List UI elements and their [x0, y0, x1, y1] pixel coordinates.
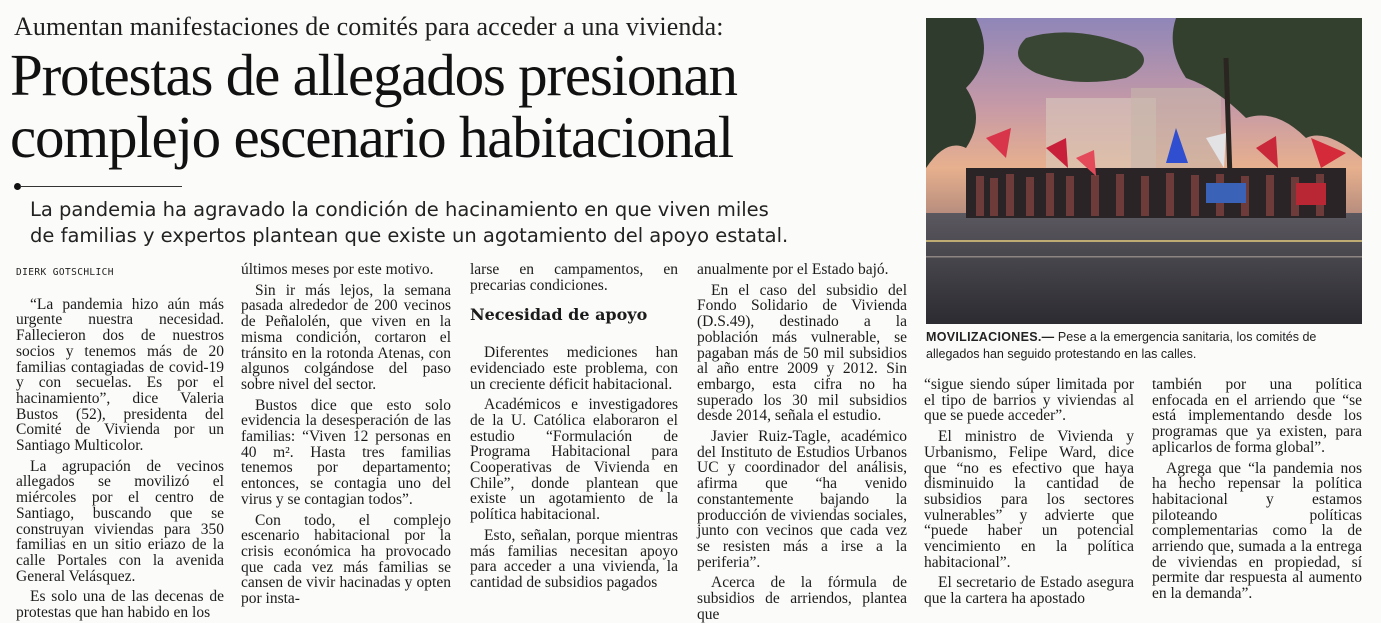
- paragraph: anualmente por el Estado bajó.: [697, 261, 889, 278]
- caption-lead: MOVILIZACIONES.—: [926, 330, 1055, 344]
- subhead: Necesidad de apoyo: [470, 305, 648, 325]
- paragraph: El ministro de Vivienda y Urbanismo, Felipe Ward, dice que “no es efectivo que haya disminuido la cantidad de subsidios para los sectores vulnerables” y advierte que “puede haber un potencial vencimiento en la política habitacional”.: [924, 428, 1134, 571]
- paragraph: “La pandemia hizo aún más urgente nuestra necesidad. Fallecieron dos de nuestros socios y tenemos más de 20 familias contagiadas de covid-19 y con secuelas. Es por el hacinamiento”, dice Valeria Bustos (52), presidenta del Comité de Vivienda por un Santiago Multicolor.: [16, 295, 224, 455]
- paragraph: también por una política enfocada en el arriendo que “se está implementando desde los programas que ya existen, para aplicarlos de forma global”.: [1152, 376, 1362, 456]
- column-2: [241, 261, 451, 608]
- paragraph: Esto, señalan, porque mientras más familias necesitan apoyo para acceder a una vivienda, la cantidad de subsidios pagados: [470, 526, 678, 591]
- paragraph: Diferentes mediciones han evidenciado este problema, con un creciente déficit habitacional.: [470, 344, 678, 393]
- column-4: [697, 261, 907, 623]
- deck-line-2: de familias y expertos plantean que existe un agotamiento del apoyo estatal.: [30, 224, 789, 247]
- paragraph: Es solo una de las decenas de protestas que han habido en los: [16, 588, 224, 622]
- headline-line-1: Protestas de allegados presionan: [10, 42, 737, 108]
- paragraph: Acerca de la fórmula de subsidios de arriendos, plantea que: [697, 574, 907, 623]
- paragraph: Agrega que “la pandemia nos ha hecho repensar la política habitacional y estamos piloteando políticas complementarias como la de arriendo que, sumada a la entrega de viviendas en propiedad, sí permite dar respuesta al aumento en la demanda”.: [1152, 459, 1362, 603]
- protest-photo: [926, 18, 1362, 324]
- paragraph: Académicos e investigadores de la U. Católica elaboraron el estudio “Formulación de Programa Habitacional para Cooperativas de Vivienda en Chile”, donde plantean que existe un agotamiento de la política habitacional.: [470, 396, 678, 524]
- column-6: [1152, 376, 1362, 603]
- byline: DIERK GOTSCHLICH: [16, 267, 114, 278]
- deck: [30, 197, 820, 249]
- column-1: [16, 262, 224, 622]
- paragraph: Sin ir más lejos, la semana pasada alrededor de 200 vecinos de Peñalolén, que viven en la misma condición, cortaron el tránsito en la rotonda Atenas, con algunos colgándose del paso sobre nivel del sector.: [241, 281, 451, 393]
- paragraph: larse en campamentos, en precarias condiciones.: [470, 261, 678, 294]
- paragraph: Bustos dice que esto solo evidencia la desesperación de las familias: “Viven 12 personas en 40 m². Hasta tres familias tenemos por departamento; entonces, se contagia uno del virus y se contagian todos”.: [241, 396, 451, 508]
- paragraph: La agrupación de vecinos allegados se movilizó el miércoles por el centro de Santiago, buscando que se construyan viviendas para 350 familias en un sitio eriazo de la calle Portales con la avenida General Velásquez.: [16, 457, 224, 585]
- headline-line-2: complejo escenario habitacional: [10, 104, 733, 170]
- paragraph: últimos meses por este motivo.: [241, 261, 434, 278]
- column-5: [924, 376, 1134, 608]
- paragraph: El secretario de Estado asegura que la cartera ha apostado: [924, 574, 1134, 608]
- deck-line-1: La pandemia ha agravado la condición de hacinamiento en que viven miles: [30, 198, 769, 221]
- headline: [10, 44, 890, 168]
- column-3: [470, 262, 678, 602]
- paragraph: “sigue siendo súper limitada por el tipo de barrios y viviendas al que se puede acceder”.: [924, 376, 1134, 425]
- caption-text: Pese a la emergencia sanitaria, los comités de allegados han seguido protestando en las calles.: [926, 330, 1317, 361]
- paragraph: Javier Ruiz-Tagle, académico del Instituto de Estudios Urbanos UC y coordinador del análisis, afirma que “ha venido constantemente bajando la producción de viviendas sociales, junto con vecinos que cada vez se resisten más a irse a la periferia”.: [697, 428, 907, 571]
- rule-line: [20, 186, 182, 187]
- protest-photo-image: [926, 18, 1362, 324]
- paragraph: Con todo, el complejo escenario habitacional por la crisis económica ha provocado que cada vez más familias se cansen de vivir hacinadas y opten por insta-: [241, 511, 451, 608]
- paragraph: En el caso del subsidio del Fondo Solidario de Vivienda (D.S.49), destinado a la población más vulnerable, se pagaban más de 50 mil subsidios al año entre 2009 y 2012. Sin embargo, esta cifra no ha superado los 30 mil subsidios desde 2014, señala el estudio.: [697, 281, 907, 425]
- kicker: Aumentan manifestaciones de comités para acceder a una vivienda:: [14, 12, 724, 41]
- photo-caption: [926, 329, 1366, 363]
